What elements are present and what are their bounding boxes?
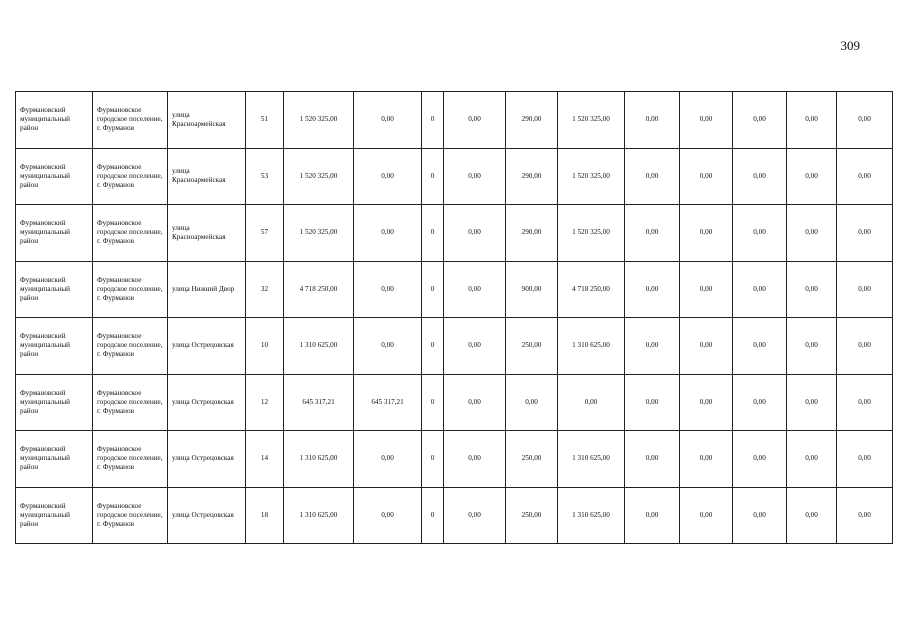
total-cost-cell: 1 520 325,00 xyxy=(284,205,354,262)
value-cell: 0,00 xyxy=(680,374,733,431)
value-cell: 1 520 325,00 xyxy=(558,205,625,262)
table-row xyxy=(16,431,893,488)
value-cell: 0,00 xyxy=(354,487,422,544)
value-cell: 0,00 xyxy=(733,487,787,544)
value-cell: 0,00 xyxy=(444,374,506,431)
value-cell: 0,00 xyxy=(787,487,837,544)
value-cell: 0,00 xyxy=(837,318,893,375)
value-cell: 0,00 xyxy=(680,92,733,149)
table-row xyxy=(16,487,893,544)
table-row xyxy=(16,148,893,205)
total-cost-cell: 1 310 625,00 xyxy=(284,487,354,544)
value-cell: 0,00 xyxy=(625,261,680,318)
street-cell: улица Красноармейская xyxy=(168,92,246,149)
value-cell: 0,00 xyxy=(787,261,837,318)
value-cell: 0,00 xyxy=(837,374,893,431)
value-cell: 1 310 625,00 xyxy=(558,318,625,375)
table-row xyxy=(16,318,893,375)
value-cell: 1 520 325,00 xyxy=(558,148,625,205)
value-cell: 0,00 xyxy=(354,431,422,488)
district-cell: Фурмановский муниципальный район xyxy=(16,374,93,431)
value-cell: 0,00 xyxy=(733,205,787,262)
value-cell: 0,00 xyxy=(444,318,506,375)
value-cell: 0,00 xyxy=(625,92,680,149)
area-cell: 290,00 xyxy=(506,92,558,149)
value-cell: 0,00 xyxy=(837,487,893,544)
value-cell: 0,00 xyxy=(733,92,787,149)
district-cell: Фурмановский муниципальный район xyxy=(16,205,93,262)
value-cell: 4 718 250,00 xyxy=(558,261,625,318)
value-cell: 0,00 xyxy=(558,374,625,431)
settlement-cell: Фурмановское городское поселение, г. Фурманов xyxy=(93,318,168,375)
area-cell: 290,00 xyxy=(506,148,558,205)
settlement-cell: Фурмановское городское поселение, г. Фурманов xyxy=(93,148,168,205)
area-cell: 250,00 xyxy=(506,431,558,488)
value-cell: 0,00 xyxy=(837,205,893,262)
value-cell: 0,00 xyxy=(733,148,787,205)
street-cell: улица Острецовская xyxy=(168,431,246,488)
value-cell: 0,00 xyxy=(680,318,733,375)
house-number-cell: 51 xyxy=(246,92,284,149)
total-cost-cell: 645 317,21 xyxy=(284,374,354,431)
street-cell: улица Красноармейская xyxy=(168,148,246,205)
value-cell: 0,00 xyxy=(733,431,787,488)
table-body xyxy=(16,92,893,544)
area-cell: 900,00 xyxy=(506,261,558,318)
data-table xyxy=(15,91,893,544)
value-cell: 0 xyxy=(422,261,444,318)
value-cell: 0,00 xyxy=(733,261,787,318)
house-number-cell: 10 xyxy=(246,318,284,375)
district-cell: Фурмановский муниципальный район xyxy=(16,148,93,205)
settlement-cell: Фурмановское городское поселение, г. Фурманов xyxy=(93,205,168,262)
value-cell: 0,00 xyxy=(625,431,680,488)
street-cell: улица Нижний Двор xyxy=(168,261,246,318)
value-cell: 0,00 xyxy=(787,431,837,488)
value-cell: 0,00 xyxy=(680,261,733,318)
district-cell: Фурмановский муниципальный район xyxy=(16,92,93,149)
value-cell: 0,00 xyxy=(680,487,733,544)
house-number-cell: 53 xyxy=(246,148,284,205)
settlement-cell: Фурмановское городское поселение, г. Фурманов xyxy=(93,92,168,149)
value-cell: 1 520 325,00 xyxy=(558,92,625,149)
value-cell: 0,00 xyxy=(680,205,733,262)
value-cell: 0,00 xyxy=(354,148,422,205)
value-cell: 0,00 xyxy=(444,205,506,262)
value-cell: 1 310 625,00 xyxy=(558,487,625,544)
value-cell: 0 xyxy=(422,205,444,262)
table-row xyxy=(16,92,893,149)
value-cell: 0,00 xyxy=(354,205,422,262)
value-cell: 0 xyxy=(422,374,444,431)
table-row xyxy=(16,374,893,431)
value-cell: 0,00 xyxy=(837,92,893,149)
value-cell: 0,00 xyxy=(837,148,893,205)
area-cell: 250,00 xyxy=(506,487,558,544)
house-number-cell: 18 xyxy=(246,487,284,544)
settlement-cell: Фурмановское городское поселение, г. Фурманов xyxy=(93,374,168,431)
value-cell: 0,00 xyxy=(787,374,837,431)
street-cell: улица Острецовская xyxy=(168,487,246,544)
value-cell: 0 xyxy=(422,431,444,488)
settlement-cell: Фурмановское городское поселение, г. Фурманов xyxy=(93,431,168,488)
street-cell: улица Острецовская xyxy=(168,318,246,375)
page-number: 309 xyxy=(840,38,860,53)
area-cell: 250,00 xyxy=(506,318,558,375)
value-cell: 0,00 xyxy=(787,318,837,375)
value-cell: 0,00 xyxy=(354,92,422,149)
value-cell: 0,00 xyxy=(444,431,506,488)
district-cell: Фурмановский муниципальный район xyxy=(16,261,93,318)
value-cell: 0,00 xyxy=(354,318,422,375)
value-cell: 0,00 xyxy=(787,148,837,205)
street-cell: улица Красноармейская xyxy=(168,205,246,262)
value-cell: 0,00 xyxy=(733,318,787,375)
house-number-cell: 57 xyxy=(246,205,284,262)
house-number-cell: 32 xyxy=(246,261,284,318)
value-cell: 1 310 625,00 xyxy=(558,431,625,488)
table-row xyxy=(16,205,893,262)
total-cost-cell: 1 520 325,00 xyxy=(284,92,354,149)
value-cell: 0,00 xyxy=(680,431,733,488)
settlement-cell: Фурмановское городское поселение, г. Фурманов xyxy=(93,261,168,318)
table-row xyxy=(16,261,893,318)
value-cell: 0 xyxy=(422,487,444,544)
value-cell: 0,00 xyxy=(625,374,680,431)
area-cell: 290,00 xyxy=(506,205,558,262)
total-cost-cell: 1 520 325,00 xyxy=(284,148,354,205)
value-cell: 0,00 xyxy=(625,487,680,544)
value-cell: 0,00 xyxy=(625,205,680,262)
value-cell: 0,00 xyxy=(733,374,787,431)
total-cost-cell: 4 718 250,00 xyxy=(284,261,354,318)
value-cell: 0,00 xyxy=(680,148,733,205)
total-cost-cell: 1 310 625,00 xyxy=(284,318,354,375)
value-cell: 0,00 xyxy=(444,92,506,149)
district-cell: Фурмановский муниципальный район xyxy=(16,431,93,488)
street-cell: улица Острецовская xyxy=(168,374,246,431)
value-cell: 0,00 xyxy=(444,148,506,205)
value-cell: 0,00 xyxy=(837,261,893,318)
value-cell: 0 xyxy=(422,148,444,205)
value-cell: 0 xyxy=(422,92,444,149)
value-cell: 0 xyxy=(422,318,444,375)
value-cell: 0,00 xyxy=(787,205,837,262)
district-cell: Фурмановский муниципальный район xyxy=(16,487,93,544)
value-cell: 645 317,21 xyxy=(354,374,422,431)
house-number-cell: 12 xyxy=(246,374,284,431)
value-cell: 0,00 xyxy=(787,92,837,149)
value-cell: 0,00 xyxy=(625,148,680,205)
value-cell: 0,00 xyxy=(444,261,506,318)
total-cost-cell: 1 310 625,00 xyxy=(284,431,354,488)
value-cell: 0,00 xyxy=(354,261,422,318)
house-number-cell: 14 xyxy=(246,431,284,488)
value-cell: 0,00 xyxy=(837,431,893,488)
value-cell: 0,00 xyxy=(444,487,506,544)
district-cell: Фурмановский муниципальный район xyxy=(16,318,93,375)
area-cell: 0,00 xyxy=(506,374,558,431)
settlement-cell: Фурмановское городское поселение, г. Фурманов xyxy=(93,487,168,544)
value-cell: 0,00 xyxy=(625,318,680,375)
